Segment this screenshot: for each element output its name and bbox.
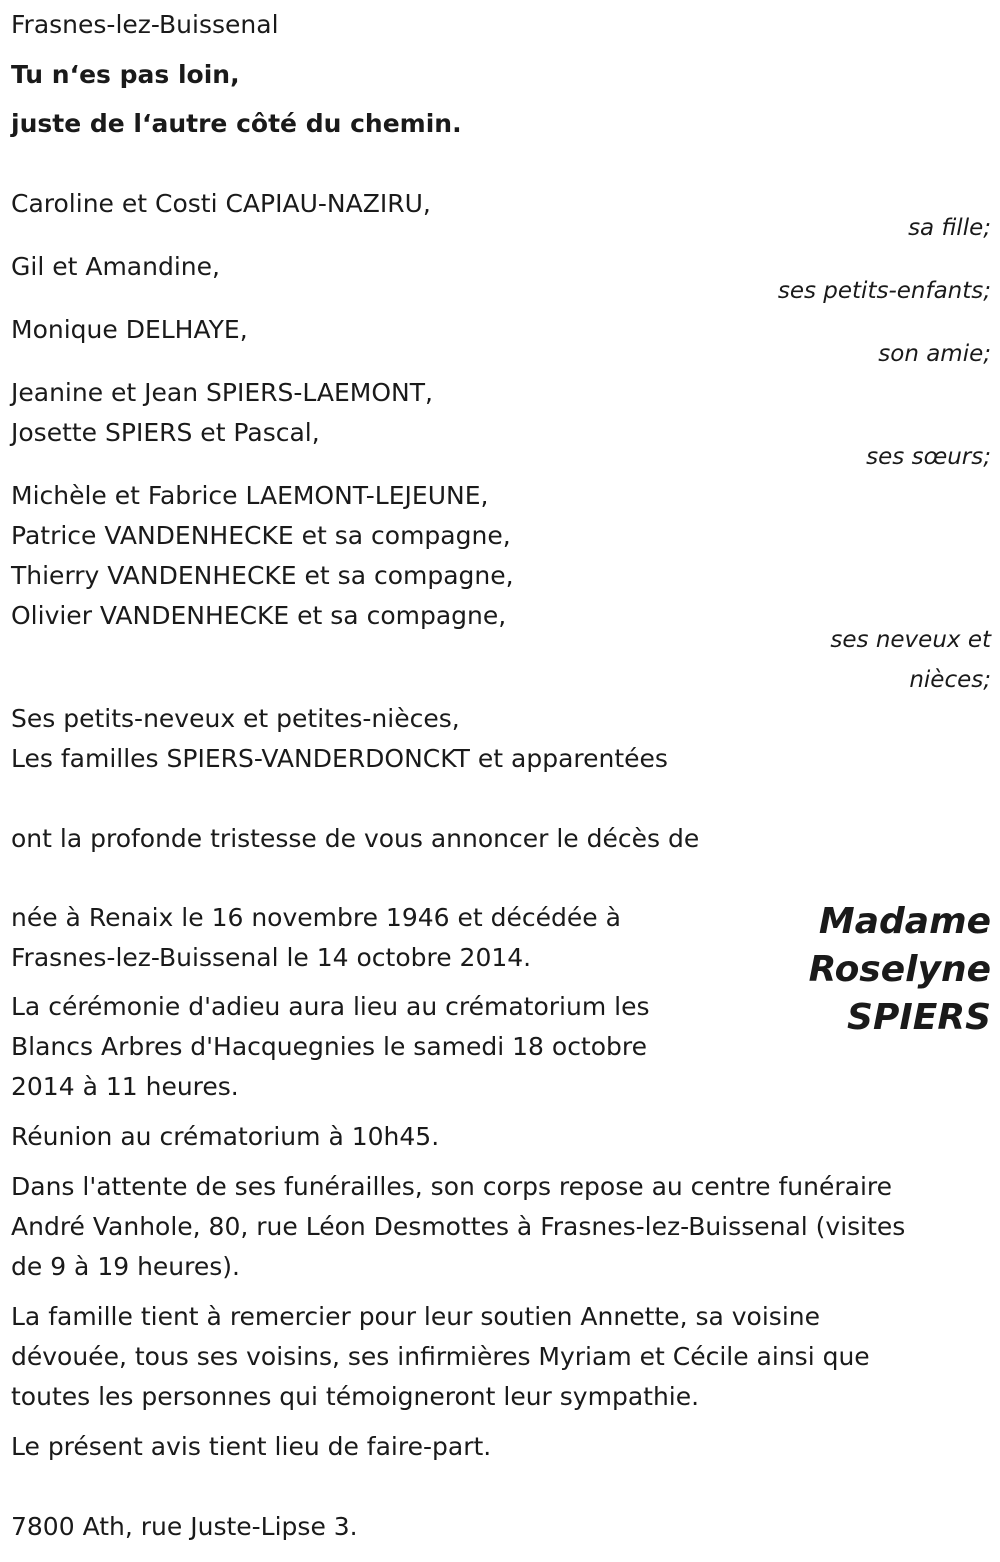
family-role: sa fille; — [908, 215, 991, 241]
family-role: ses petits-enfants; — [777, 278, 991, 304]
family-name-line: Josette SPIERS et Pascal, — [11, 418, 320, 447]
family-role-line: ses neveux et — [830, 627, 991, 653]
paragraph-line: Blancs Arbres d'Hacquegnies le samedi 18 octobre — [11, 1032, 648, 1061]
paragraph-line: de 9 à 19 heures). — [11, 1252, 240, 1281]
birth-death-paragraph — [11, 898, 621, 978]
ceremony-paragraph — [11, 987, 649, 1107]
family-name-line: Olivier VANDENHECKE et sa compagne, — [11, 601, 507, 630]
deceased-name-line: SPIERS — [847, 997, 991, 1038]
paragraph-line: Frasnes-lez-Buissenal le 14 octobre 2014. — [11, 943, 532, 972]
family-name-line: Caroline et Costi CAPIAU-NAZIRU, — [11, 189, 431, 218]
deceased-name-line: Madame — [818, 901, 991, 942]
family-role-line: nièces; — [909, 667, 991, 693]
quote-line-1: Tu n‘es pas loin, — [11, 60, 240, 89]
paragraph-line: dévouée, tous ses voisins, ses infirmières Myriam et Cécile ainsi que — [11, 1342, 870, 1371]
family-name-line: Monique DELHAYE, — [11, 315, 248, 344]
family-role — [830, 620, 991, 700]
deceased-name-line: Roselyne — [808, 949, 991, 990]
others-line: Ses petits-neveux et petites-nièces, — [11, 704, 460, 733]
rest-paragraph — [11, 1167, 905, 1287]
paragraph-line: André Vanhole, 80, rue Léon Desmottes à Frasnes-lez-Buissenal (visites — [11, 1212, 906, 1241]
family-role: son amie; — [878, 341, 991, 367]
paragraph-line: La famille tient à remercier pour leur soutien Annette, sa voisine — [11, 1302, 820, 1331]
thanks-paragraph — [11, 1297, 870, 1417]
family-name-line: Patrice VANDENHECKE et sa compagne, — [11, 521, 511, 550]
place-line: Frasnes-lez-Buissenal — [11, 10, 279, 39]
others-line: Les familles SPIERS-VANDERDONCKT et apparentées — [11, 744, 668, 773]
notice-line: Le présent avis tient lieu de faire-part. — [11, 1432, 492, 1461]
meeting-line: Réunion au crématorium à 10h45. — [11, 1122, 440, 1151]
obituary-notice — [11, 0, 991, 1562]
family-name-line: Gil et Amandine, — [11, 252, 220, 281]
deceased-name — [809, 898, 991, 1042]
paragraph-line: 2014 à 11 heures. — [11, 1072, 239, 1101]
family-name-line: Michèle et Fabrice LAEMONT-LEJEUNE, — [11, 481, 489, 510]
family-role: ses sœurs; — [866, 444, 991, 470]
paragraph-line: Dans l'attente de ses funérailles, son corps repose au centre funéraire — [11, 1172, 893, 1201]
address-line: 7800 Ath, rue Juste-Lipse 3. — [11, 1512, 358, 1541]
announcement: ont la profonde tristesse de vous annoncer le décès de — [11, 824, 700, 853]
paragraph-line: toutes les personnes qui témoigneront leur sympathie. — [11, 1382, 700, 1411]
quote-line-2: juste de l‘autre côté du chemin. — [11, 109, 462, 138]
paragraph-line: née à Renaix le 16 novembre 1946 et décédée à — [11, 903, 621, 932]
family-name-line: Thierry VANDENHECKE et sa compagne, — [11, 561, 514, 590]
family-name-line: Jeanine et Jean SPIERS-LAEMONT, — [11, 378, 433, 407]
paragraph-line: La cérémonie d'adieu aura lieu au crématorium les — [11, 992, 650, 1021]
